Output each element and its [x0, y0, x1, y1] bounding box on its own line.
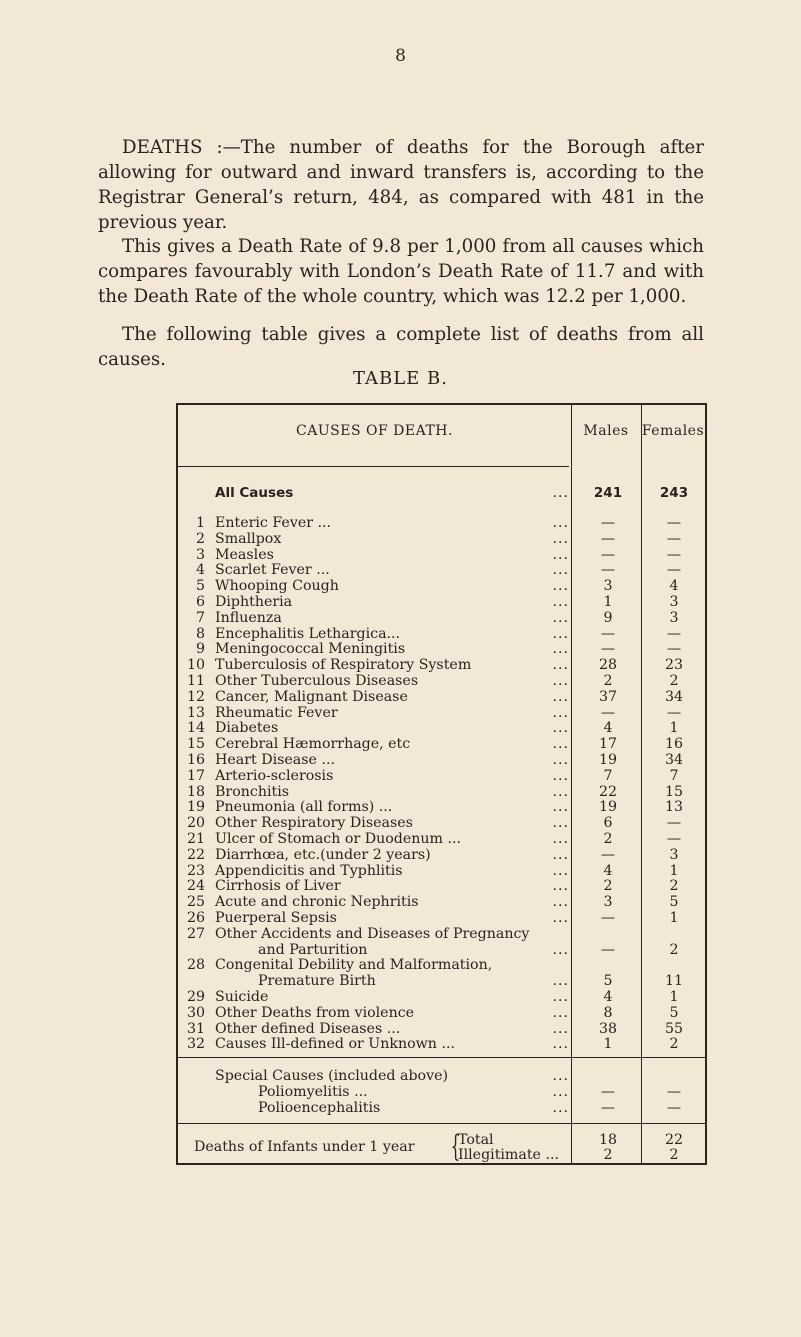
cause-label-continued: and Parturition — [258, 941, 368, 958]
males-value: — — [600, 910, 616, 926]
row-number: 16 — [186, 752, 205, 768]
cause-label: Cerebral Hæmorrhage, etc — [215, 736, 411, 753]
row-number: 3 — [195, 546, 205, 563]
leader-dots: ... — [552, 594, 569, 610]
cause-label: Puerperal Sepsis — [215, 910, 337, 926]
males-value: — — [600, 1100, 616, 1116]
females-value: — — [666, 562, 682, 579]
row-number: 7 — [195, 609, 205, 626]
leader-dots: ... — [552, 720, 569, 737]
males-value: 17 — [598, 736, 618, 753]
males-value: 6 — [603, 815, 613, 832]
table-row — [178, 610, 705, 626]
cause-label: Heart Disease ... — [215, 752, 335, 768]
females-value: — — [666, 625, 682, 642]
table-row — [178, 531, 705, 547]
table-row — [178, 784, 705, 800]
males-value: — — [600, 846, 616, 863]
section-divider — [178, 1123, 705, 1124]
row-number: 20 — [186, 815, 205, 832]
leader-dots: ... — [552, 799, 569, 816]
leader-dots: ... — [552, 973, 569, 990]
table-row — [178, 957, 705, 973]
row-number: 19 — [186, 799, 205, 816]
row-number: 12 — [186, 688, 205, 705]
males-value: — — [600, 641, 616, 658]
cause-label: Other Deaths from violence — [215, 1004, 415, 1021]
leader-dots: ... — [552, 767, 569, 784]
females-value: 1 — [669, 989, 679, 1005]
males-value: — — [600, 562, 616, 579]
males-value: 37 — [598, 688, 618, 705]
table-row — [178, 752, 705, 768]
cause-label: Smallpox — [215, 530, 282, 547]
row-number: 9 — [195, 641, 205, 658]
table-row — [178, 515, 705, 531]
infants-label: Deaths of Infants under 1 year — [194, 1139, 415, 1155]
females-value: — — [666, 704, 682, 721]
females-value: 34 — [664, 752, 684, 768]
row-number: 8 — [195, 625, 205, 642]
table-row — [178, 1021, 705, 1037]
females-value: 5 — [669, 1004, 679, 1021]
females-value: — — [666, 515, 682, 531]
females-value: — — [666, 530, 682, 547]
table-row — [178, 863, 705, 879]
row-number: 32 — [186, 1036, 205, 1053]
cause-label: Diabetes — [215, 720, 279, 737]
table-row — [178, 485, 705, 501]
special-causes-label: Special Causes (included above) — [215, 1068, 449, 1084]
table-row — [178, 594, 705, 610]
row-number: 10 — [186, 657, 205, 674]
females-value: 2 — [669, 673, 679, 689]
males-value: — — [600, 704, 616, 721]
females-value: 23 — [664, 657, 684, 674]
leader-dots: ... — [552, 641, 569, 658]
cause-label: Appendicitis and Typhlitis — [215, 862, 403, 879]
males-value: 18 — [598, 1132, 618, 1148]
row-number: 5 — [195, 578, 205, 595]
males-value: 2 — [603, 673, 613, 689]
row-number: 1 — [195, 515, 205, 531]
table-row — [178, 799, 705, 815]
table-row — [178, 878, 705, 894]
females-value: — — [666, 815, 682, 832]
special-cause-label: Polioencephalitis — [258, 1100, 381, 1116]
females-value: 15 — [664, 783, 684, 800]
row-number: 25 — [186, 894, 205, 911]
leader-dots: ... — [552, 1020, 569, 1037]
females-value: 13 — [664, 799, 684, 816]
males-value: 4 — [603, 862, 613, 879]
cause-label: Tuberculosis of Respiratory System — [215, 657, 472, 674]
males-value: — — [600, 546, 616, 563]
table-row — [178, 736, 705, 752]
females-value: — — [666, 641, 682, 658]
cause-label: Scarlet Fever ... — [215, 562, 330, 579]
females-value: 4 — [669, 578, 679, 595]
row-number: 22 — [186, 846, 205, 863]
males-value: 2 — [603, 878, 613, 895]
table-row — [178, 673, 705, 689]
females-value: 1 — [669, 910, 679, 926]
females-value: 3 — [669, 609, 679, 626]
males-value: 9 — [603, 609, 613, 626]
leader-dots: ... — [552, 1100, 569, 1116]
leader-dots: ... — [552, 530, 569, 547]
males-value: 8 — [603, 1004, 613, 1021]
table-row — [178, 894, 705, 910]
males-value: 22 — [598, 783, 618, 800]
cause-label: Rheumatic Fever — [215, 704, 338, 721]
special-cause-label: Poliomyelitis ... — [258, 1084, 368, 1100]
females-value: 7 — [669, 767, 679, 784]
row-number: 31 — [186, 1020, 205, 1037]
females-value: 11 — [664, 973, 684, 990]
leader-dots: ... — [552, 515, 569, 531]
row-number: 17 — [186, 767, 205, 784]
males-value: 241 — [593, 485, 623, 501]
males-value: — — [600, 1084, 616, 1100]
table-row — [178, 578, 705, 594]
males-value: 5 — [603, 973, 613, 990]
table-row — [178, 1132, 705, 1148]
leader-dots: ... — [552, 831, 569, 847]
leader-dots: ... — [552, 1036, 569, 1053]
brace: { — [450, 1129, 461, 1164]
females-value: — — [666, 1100, 682, 1116]
table-row — [178, 910, 705, 926]
cause-label: Cirrhosis of Liver — [215, 878, 341, 895]
leader-dots: ... — [552, 894, 569, 911]
row-number: 2 — [195, 530, 205, 547]
row-number: 27 — [186, 925, 205, 942]
table-row — [178, 1084, 705, 1100]
leader-dots: ... — [552, 989, 569, 1005]
table-row — [178, 815, 705, 831]
leader-dots: ... — [552, 1068, 569, 1084]
leader-dots: ... — [552, 862, 569, 879]
infants-total-label: Total — [458, 1132, 494, 1148]
leader-dots: ... — [552, 1004, 569, 1021]
table-row — [178, 720, 705, 736]
leader-dots: ... — [552, 625, 569, 642]
cause-label: Other defined Diseases ... — [215, 1020, 401, 1037]
leader-dots: ... — [552, 1084, 569, 1100]
leader-dots: ... — [552, 910, 569, 926]
females-value: — — [666, 1084, 682, 1100]
cause-label: Arterio-sclerosis — [215, 767, 334, 784]
table-row — [178, 641, 705, 657]
table-row — [178, 1036, 705, 1052]
cause-label: Causes Ill-defined or Unknown ... — [215, 1036, 455, 1053]
females-value: 34 — [664, 688, 684, 705]
males-value: 3 — [603, 894, 613, 911]
table-row — [178, 1147, 705, 1163]
table-row — [178, 973, 705, 989]
cause-label: Other Tuberculous Diseases — [215, 673, 419, 689]
table-row — [178, 689, 705, 705]
infants-illegitimate-label: Illegitimate ... — [458, 1147, 559, 1163]
males-value: 19 — [598, 752, 618, 768]
row-number: 6 — [195, 594, 205, 610]
table-row — [178, 1068, 705, 1084]
all-causes-label: All Causes — [215, 485, 294, 501]
leader-dots: ... — [552, 878, 569, 895]
males-value: 2 — [603, 831, 613, 847]
table-title: TABLE B. — [352, 368, 448, 389]
males-value: 2 — [603, 1147, 613, 1163]
females-value: 3 — [669, 846, 679, 863]
table-intro-paragraph: The following table gives a complete list of deaths from all causes. — [98, 324, 704, 370]
males-value: 1 — [603, 1036, 613, 1053]
row-number: 4 — [195, 562, 205, 579]
section-divider — [178, 1057, 705, 1058]
leader-dots: ... — [552, 815, 569, 832]
cause-label: Acute and chronic Nephritis — [215, 894, 419, 911]
cause-label: Diarrhœa, etc.(under 2 years) — [215, 846, 431, 863]
row-number: 29 — [186, 989, 205, 1005]
table-row — [178, 547, 705, 563]
females-value: — — [666, 546, 682, 563]
header-divider — [178, 466, 569, 467]
table-row — [178, 626, 705, 642]
males-value: 7 — [603, 767, 613, 784]
leader-dots: ... — [552, 578, 569, 595]
cause-label: Whooping Cough — [215, 578, 339, 595]
females-value: 2 — [669, 941, 679, 958]
page-number: 8 — [395, 46, 406, 66]
causes-of-death-table — [176, 403, 707, 1165]
row-number: 23 — [186, 862, 205, 879]
cause-label: Diphtheria — [215, 594, 293, 610]
row-number: 24 — [186, 878, 205, 895]
males-value: 28 — [598, 657, 618, 674]
leader-dots: ... — [552, 657, 569, 674]
females-value: 2 — [669, 878, 679, 895]
leader-dots: ... — [552, 752, 569, 768]
row-number: 14 — [186, 720, 205, 737]
row-number: 15 — [186, 736, 205, 753]
cause-label-continued: Premature Birth — [258, 973, 376, 990]
header-causes: CAUSES OF DEATH. — [296, 423, 453, 439]
table-row — [178, 562, 705, 578]
row-number: 26 — [186, 910, 205, 926]
header-males: Males — [583, 423, 629, 439]
males-value: — — [600, 625, 616, 642]
males-value: 4 — [603, 989, 613, 1005]
table-row — [178, 847, 705, 863]
males-value: 1 — [603, 594, 613, 610]
table-row — [178, 705, 705, 721]
cause-label: Influenza — [215, 609, 282, 626]
males-value: — — [600, 515, 616, 531]
cause-label: Other Respiratory Diseases — [215, 815, 413, 832]
row-number: 18 — [186, 783, 205, 800]
leader-dots: ... — [552, 846, 569, 863]
males-value: 19 — [598, 799, 618, 816]
table-row — [178, 989, 705, 1005]
row-number: 21 — [186, 831, 205, 847]
death-rate-paragraph: This gives a Death Rate of 9.8 per 1,000 from all causes which compares favourably with London’s Death Rate of 11.7 and with the Death Rate of the whole country, which was 12.2 per 1,000. — [98, 236, 704, 307]
row-number: 13 — [186, 704, 205, 721]
leader-dots: ... — [552, 704, 569, 721]
table-row — [178, 768, 705, 784]
males-value: — — [600, 530, 616, 547]
row-number: 30 — [186, 1004, 205, 1021]
females-value: 1 — [669, 862, 679, 879]
cause-label: Ulcer of Stomach or Duodenum ... — [215, 831, 462, 847]
females-value: 3 — [669, 594, 679, 610]
leader-dots: ... — [552, 485, 569, 501]
cause-label: Cancer, Malignant Disease — [215, 688, 408, 705]
leader-dots: ... — [552, 736, 569, 753]
header-females: Females — [641, 423, 705, 439]
leader-dots: ... — [552, 609, 569, 626]
females-value: 22 — [664, 1132, 684, 1148]
males-value: 38 — [598, 1020, 618, 1037]
cause-label: Suicide — [215, 989, 269, 1005]
leader-dots: ... — [552, 562, 569, 579]
row-number: 11 — [186, 673, 205, 689]
deaths-paragraph: DEATHS :—The number of deaths for the Borough after allowing for outward and inward transfers is, according to the Registrar General’s return, 484, as compared with 481 in the previous year. — [98, 137, 704, 233]
males-value: — — [600, 941, 616, 958]
table-row — [178, 926, 705, 942]
row-number: 28 — [186, 957, 205, 974]
table-row — [178, 657, 705, 673]
cause-label: Measles — [215, 546, 274, 563]
table-row — [178, 1100, 705, 1116]
females-value: 2 — [669, 1147, 679, 1163]
cause-label: Encephalitis Lethargica... — [215, 625, 401, 642]
females-value: 2 — [669, 1036, 679, 1053]
leader-dots: ... — [552, 783, 569, 800]
females-value: 5 — [669, 894, 679, 911]
cause-label: Other Accidents and Diseases of Pregnancy — [215, 925, 530, 942]
table-row — [178, 831, 705, 847]
females-value: 1 — [669, 720, 679, 737]
males-value: 4 — [603, 720, 613, 737]
table-row — [178, 1005, 705, 1021]
females-value: 16 — [664, 736, 684, 753]
cause-label: Meningococcal Meningitis — [215, 641, 406, 658]
males-value: 3 — [603, 578, 613, 595]
females-value: 243 — [659, 485, 689, 501]
females-value: — — [666, 831, 682, 847]
cause-label: Bronchitis — [215, 783, 290, 800]
leader-dots: ... — [552, 673, 569, 689]
leader-dots: ... — [552, 941, 569, 958]
leader-dots: ... — [552, 688, 569, 705]
cause-label: Pneumonia (all forms) ... — [215, 799, 393, 816]
table-row — [178, 942, 705, 958]
leader-dots: ... — [552, 546, 569, 563]
cause-label: Congenital Debility and Malformation, — [215, 957, 493, 974]
females-value: 55 — [664, 1020, 684, 1037]
cause-label: Enteric Fever ... — [215, 515, 332, 531]
